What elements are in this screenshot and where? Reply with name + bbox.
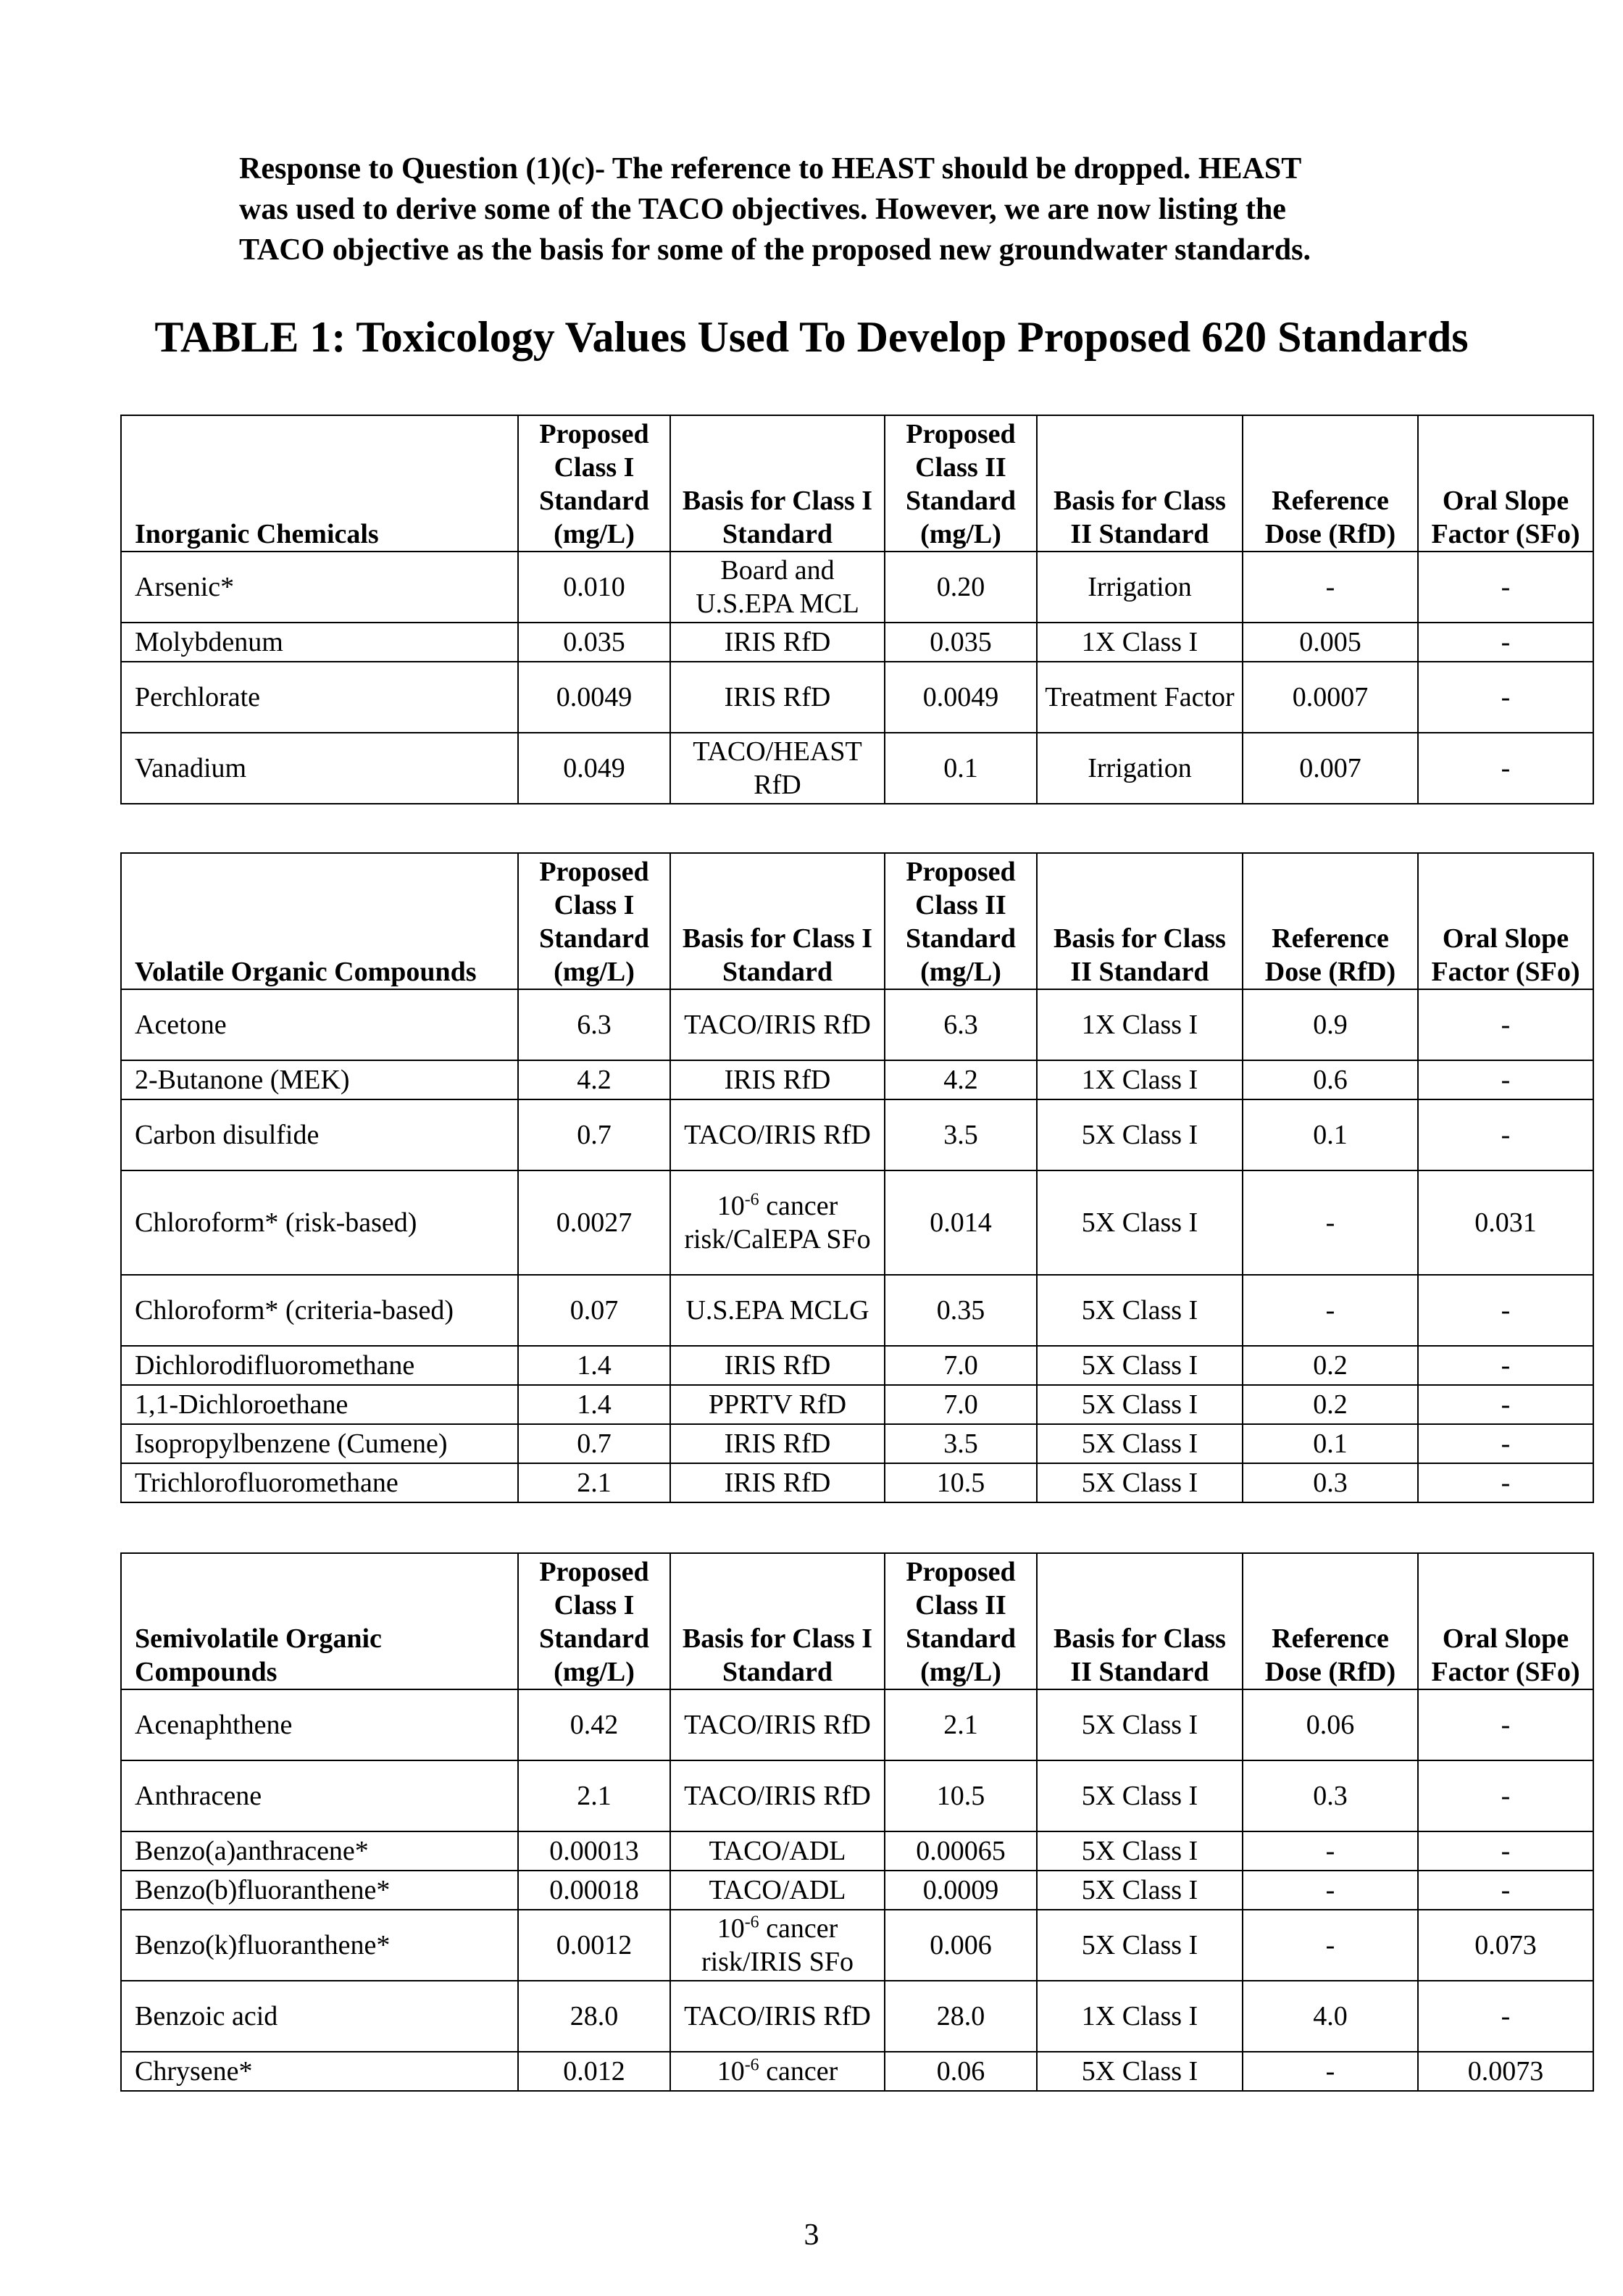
basis-prefix: 10 xyxy=(717,1913,745,1944)
class2-value: 0.1 xyxy=(885,733,1037,804)
chemical-name: Chloroform* (risk-based) xyxy=(121,1170,518,1275)
class2-value: 3.5 xyxy=(885,1424,1037,1463)
rfd-value: 0.1 xyxy=(1243,1424,1418,1463)
table-row xyxy=(121,1346,1593,1385)
class1-basis xyxy=(670,1910,885,1981)
sfo-value: - xyxy=(1418,733,1593,804)
rfd-value: - xyxy=(1243,1910,1418,1981)
chemical-name: Dichlorodifluoromethane xyxy=(121,1346,518,1385)
class2-value: 4.2 xyxy=(885,1060,1037,1099)
table-title: TABLE 1: Toxicology Values Used To Develop Proposed 620 Standards xyxy=(154,313,1469,361)
class2-basis: 1X Class I xyxy=(1037,989,1243,1060)
table-row xyxy=(121,1910,1593,1981)
class2-value: 28.0 xyxy=(885,1981,1037,2052)
rfd-value: 0.005 xyxy=(1243,623,1418,662)
class2-basis: Treatment Factor xyxy=(1037,662,1243,733)
sfo-value: - xyxy=(1418,1689,1593,1760)
table-row xyxy=(121,1463,1593,1502)
class1-value: 0.0049 xyxy=(518,662,670,733)
class1-value: 0.00013 xyxy=(518,1831,670,1871)
sfo-value: - xyxy=(1418,552,1593,623)
class1-basis: IRIS RfD xyxy=(670,1463,885,1502)
table-row xyxy=(121,623,1593,662)
class2-basis: 5X Class I xyxy=(1037,2052,1243,2091)
chemical-name: Arsenic* xyxy=(121,552,518,623)
class1-value: 0.0012 xyxy=(518,1910,670,1981)
basis-prefix: 10 xyxy=(717,1191,745,1221)
class2-basis: 5X Class I xyxy=(1037,1689,1243,1760)
rfd-value: 0.0007 xyxy=(1243,662,1418,733)
sfo-value: 0.073 xyxy=(1418,1910,1593,1981)
sfo-value: - xyxy=(1418,1760,1593,1831)
header-oral-slope: Oral Slope Factor (SFo) xyxy=(1418,853,1593,989)
sfo-value: - xyxy=(1418,1099,1593,1170)
header-basis-class1: Basis for Class I Standard xyxy=(670,415,885,552)
class2-value: 3.5 xyxy=(885,1099,1037,1170)
table-row xyxy=(121,552,1593,623)
class1-value: 1.4 xyxy=(518,1385,670,1424)
class2-value: 0.20 xyxy=(885,552,1037,623)
class2-basis: 5X Class I xyxy=(1037,1831,1243,1871)
class2-basis: 1X Class I xyxy=(1037,1981,1243,2052)
class1-value: 0.42 xyxy=(518,1689,670,1760)
chemical-name: Carbon disulfide xyxy=(121,1099,518,1170)
class1-value: 0.0027 xyxy=(518,1170,670,1275)
chemical-name: Chrysene* xyxy=(121,2052,518,2091)
rfd-value: - xyxy=(1243,552,1418,623)
header-proposed-class2: Proposed Class II Standard (mg/L) xyxy=(885,1553,1037,1689)
header-reference-dose: Reference Dose (RfD) xyxy=(1243,1553,1418,1689)
class2-basis: Irrigation xyxy=(1037,552,1243,623)
chemical-name: Benzoic acid xyxy=(121,1981,518,2052)
header-oral-slope: Oral Slope Factor (SFo) xyxy=(1418,1553,1593,1689)
header-proposed-class1: Proposed Class I Standard (mg/L) xyxy=(518,853,670,989)
class2-basis: 5X Class I xyxy=(1037,1385,1243,1424)
class1-basis: TACO/IRIS RfD xyxy=(670,1760,885,1831)
class1-basis: TACO/IRIS RfD xyxy=(670,989,885,1060)
rfd-value: - xyxy=(1243,1871,1418,1910)
intro-line: TACO objective as the basis for some of the proposed new groundwater standards. xyxy=(239,233,1311,267)
sfo-value: - xyxy=(1418,989,1593,1060)
class2-value: 6.3 xyxy=(885,989,1037,1060)
header-basis-class2: Basis for Class II Standard xyxy=(1037,853,1243,989)
table-header-row xyxy=(121,415,1593,552)
class2-basis: 5X Class I xyxy=(1037,1170,1243,1275)
intro-line: was used to derive some of the TACO objectives. However, we are now listing the xyxy=(239,193,1286,226)
chemical-name: Benzo(a)anthracene* xyxy=(121,1831,518,1871)
class2-value: 7.0 xyxy=(885,1385,1037,1424)
rfd-value: 0.06 xyxy=(1243,1689,1418,1760)
class2-basis: 5X Class I xyxy=(1037,1346,1243,1385)
chemical-name: 2-Butanone (MEK) xyxy=(121,1060,518,1099)
chemical-name: Perchlorate xyxy=(121,662,518,733)
sfo-value: - xyxy=(1418,623,1593,662)
rfd-value: - xyxy=(1243,1275,1418,1346)
class1-basis xyxy=(670,2052,885,2091)
table-row xyxy=(121,662,1593,733)
table-header-row xyxy=(121,1553,1593,1689)
rfd-value: 0.9 xyxy=(1243,989,1418,1060)
header-reference-dose: Reference Dose (RfD) xyxy=(1243,853,1418,989)
class1-basis: IRIS RfD xyxy=(670,1060,885,1099)
class1-basis: TACO/IRIS RfD xyxy=(670,1981,885,2052)
class2-basis: 5X Class I xyxy=(1037,1760,1243,1831)
table-row xyxy=(121,2052,1593,2091)
chemical-name: Acenaphthene xyxy=(121,1689,518,1760)
class1-value: 2.1 xyxy=(518,1760,670,1831)
rfd-value: 0.1 xyxy=(1243,1099,1418,1170)
class2-basis: 5X Class I xyxy=(1037,1275,1243,1346)
sfo-value: - xyxy=(1418,1275,1593,1346)
class1-value: 0.00018 xyxy=(518,1871,670,1910)
header-basis-class1: Basis for Class I Standard xyxy=(670,853,885,989)
class2-basis: 1X Class I xyxy=(1037,1060,1243,1099)
table-header-row xyxy=(121,853,1593,989)
sfo-value: - xyxy=(1418,1385,1593,1424)
class1-basis: IRIS RfD xyxy=(670,1346,885,1385)
class1-value: 0.035 xyxy=(518,623,670,662)
table-row xyxy=(121,1275,1593,1346)
chemical-name: Benzo(b)fluoranthene* xyxy=(121,1871,518,1910)
chemical-name: Benzo(k)fluoranthene* xyxy=(121,1910,518,1981)
class1-basis: PPRTV RfD xyxy=(670,1385,885,1424)
class2-value: 10.5 xyxy=(885,1760,1037,1831)
class1-basis: TACO/IRIS RfD xyxy=(670,1689,885,1760)
class1-basis: TACO/IRIS RfD xyxy=(670,1099,885,1170)
sfo-value: - xyxy=(1418,1981,1593,2052)
basis-exponent: -6 xyxy=(744,2055,759,2075)
table-row xyxy=(121,1831,1593,1871)
class2-value: 0.035 xyxy=(885,623,1037,662)
sfo-value: - xyxy=(1418,1463,1593,1502)
rfd-value: - xyxy=(1243,2052,1418,2091)
header-proposed-class1: Proposed Class I Standard (mg/L) xyxy=(518,415,670,552)
basis-suffix: cancer risk/CalEPA SFo xyxy=(684,1191,871,1255)
chemical-name: Chloroform* (criteria-based) xyxy=(121,1275,518,1346)
sfo-value: - xyxy=(1418,1871,1593,1910)
header-proposed-class2: Proposed Class II Standard (mg/L) xyxy=(885,853,1037,989)
basis-suffix: cancer risk/IRIS SFo xyxy=(701,1913,854,1977)
basis-exponent: -6 xyxy=(744,1190,759,1210)
class1-value: 0.7 xyxy=(518,1424,670,1463)
header-proposed-class1: Proposed Class I Standard (mg/L) xyxy=(518,1553,670,1689)
inorganic-table xyxy=(120,415,1594,804)
class1-value: 0.012 xyxy=(518,2052,670,2091)
class1-value: 0.7 xyxy=(518,1099,670,1170)
class2-basis: 5X Class I xyxy=(1037,1099,1243,1170)
sfo-value: - xyxy=(1418,662,1593,733)
sfo-value: - xyxy=(1418,1346,1593,1385)
chemical-name: Isopropylbenzene (Cumene) xyxy=(121,1424,518,1463)
rfd-value: - xyxy=(1243,1831,1418,1871)
table-row xyxy=(121,733,1593,804)
class2-value: 0.35 xyxy=(885,1275,1037,1346)
rfd-value: 0.3 xyxy=(1243,1760,1418,1831)
sfo-value: - xyxy=(1418,1831,1593,1871)
header-proposed-class2: Proposed Class II Standard (mg/L) xyxy=(885,415,1037,552)
class2-basis: Irrigation xyxy=(1037,733,1243,804)
class1-basis: U.S.EPA MCLG xyxy=(670,1275,885,1346)
chemical-name: Molybdenum xyxy=(121,623,518,662)
table-row xyxy=(121,1871,1593,1910)
rfd-value: 0.007 xyxy=(1243,733,1418,804)
header-reference-dose: Reference Dose (RfD) xyxy=(1243,415,1418,552)
table-row xyxy=(121,1424,1593,1463)
chemical-name: 1,1-Dichloroethane xyxy=(121,1385,518,1424)
sfo-value: 0.031 xyxy=(1418,1170,1593,1275)
basis-exponent: -6 xyxy=(744,1913,759,1932)
basis-prefix: 10 xyxy=(717,2056,745,2087)
table-row xyxy=(121,1760,1593,1831)
semivolatile-organic-table xyxy=(120,1552,1594,2092)
class1-basis: IRIS RfD xyxy=(670,623,885,662)
class1-value: 1.4 xyxy=(518,1346,670,1385)
class1-value: 28.0 xyxy=(518,1981,670,2052)
group-header: Semivolatile Organic Compounds xyxy=(121,1553,518,1689)
group-header: Volatile Organic Compounds xyxy=(121,853,518,989)
chemical-name: Trichlorofluoromethane xyxy=(121,1463,518,1502)
chemical-name: Acetone xyxy=(121,989,518,1060)
class2-value: 0.014 xyxy=(885,1170,1037,1275)
class2-value: 0.006 xyxy=(885,1910,1037,1981)
sfo-value: 0.0073 xyxy=(1418,2052,1593,2091)
page-number: 3 xyxy=(804,2218,819,2252)
class2-basis: 1X Class I xyxy=(1037,623,1243,662)
group-header: Inorganic Chemicals xyxy=(121,415,518,552)
class2-basis: 5X Class I xyxy=(1037,1910,1243,1981)
class1-basis: TACO/ADL xyxy=(670,1871,885,1910)
class2-basis: 5X Class I xyxy=(1037,1424,1243,1463)
rfd-value: 0.2 xyxy=(1243,1346,1418,1385)
header-oral-slope: Oral Slope Factor (SFo) xyxy=(1418,415,1593,552)
sfo-value: - xyxy=(1418,1424,1593,1463)
header-basis-class2: Basis for Class II Standard xyxy=(1037,1553,1243,1689)
intro-paragraph xyxy=(239,149,1529,270)
table-row xyxy=(121,1385,1593,1424)
sfo-value: - xyxy=(1418,1060,1593,1099)
table-row xyxy=(121,1981,1593,2052)
class1-value: 0.049 xyxy=(518,733,670,804)
chemical-name: Vanadium xyxy=(121,733,518,804)
class1-value: 6.3 xyxy=(518,989,670,1060)
header-basis-class1: Basis for Class I Standard xyxy=(670,1553,885,1689)
intro-line: Response to Question (1)(c)- The reference to HEAST should be dropped. HEAST xyxy=(239,152,1302,186)
class1-basis: TACO/ADL xyxy=(670,1831,885,1871)
class1-value: 0.010 xyxy=(518,552,670,623)
table-row xyxy=(121,1099,1593,1170)
class1-basis xyxy=(670,1170,885,1275)
table-row xyxy=(121,1689,1593,1760)
class2-basis: 5X Class I xyxy=(1037,1463,1243,1502)
class1-basis: TACO/HEAST RfD xyxy=(670,733,885,804)
table-row xyxy=(121,1060,1593,1099)
rfd-value: 0.2 xyxy=(1243,1385,1418,1424)
class2-basis: 5X Class I xyxy=(1037,1871,1243,1910)
rfd-value: 4.0 xyxy=(1243,1981,1418,2052)
class2-value: 10.5 xyxy=(885,1463,1037,1502)
chemical-name: Anthracene xyxy=(121,1760,518,1831)
volatile-organic-table xyxy=(120,852,1594,1503)
header-basis-class2: Basis for Class II Standard xyxy=(1037,415,1243,552)
rfd-value: - xyxy=(1243,1170,1418,1275)
class1-value: 0.07 xyxy=(518,1275,670,1346)
class1-basis: IRIS RfD xyxy=(670,662,885,733)
class1-value: 2.1 xyxy=(518,1463,670,1502)
class1-value: 4.2 xyxy=(518,1060,670,1099)
rfd-value: 0.3 xyxy=(1243,1463,1418,1502)
basis-suffix: cancer xyxy=(759,2056,838,2087)
table-row xyxy=(121,989,1593,1060)
class2-value: 0.0009 xyxy=(885,1871,1037,1910)
table-row xyxy=(121,1170,1593,1275)
class2-value: 2.1 xyxy=(885,1689,1037,1760)
class2-value: 0.0049 xyxy=(885,662,1037,733)
rfd-value: 0.6 xyxy=(1243,1060,1418,1099)
class2-value: 7.0 xyxy=(885,1346,1037,1385)
class1-basis: IRIS RfD xyxy=(670,1424,885,1463)
class1-basis: Board and U.S.EPA MCL xyxy=(670,552,885,623)
class2-value: 0.00065 xyxy=(885,1831,1037,1871)
class2-value: 0.06 xyxy=(885,2052,1037,2091)
